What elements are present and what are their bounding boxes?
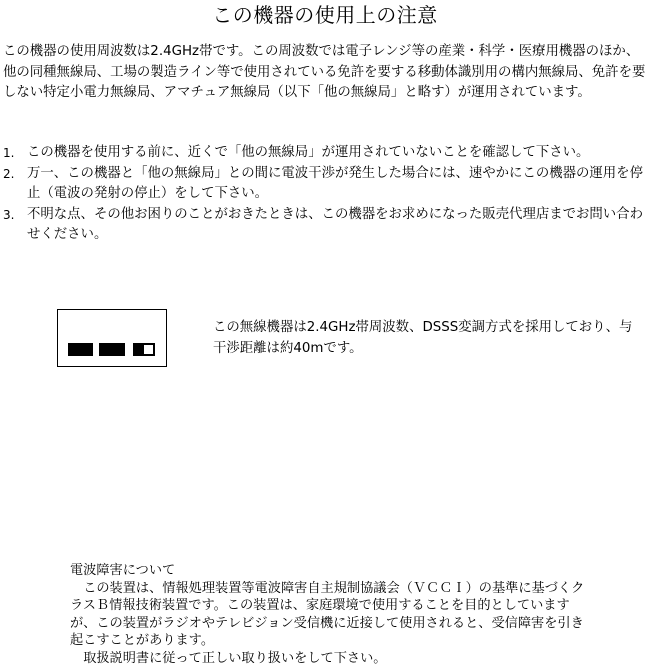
notice-item — [3, 143, 649, 164]
label-segment-partial — [133, 343, 155, 356]
notice-text: 不明な点、その他お困りのことがおきたときは、この機器をお求めになった販売代理店までお問い合わせください。 — [27, 206, 643, 242]
vcci-heading: 電波障害について — [70, 563, 176, 578]
notice-text: 万一、この機器と「他の無線局」との間に電波干渉が発生した場合には、速やかにこの機器の運用を停止（電波の発射の停止）をして下さい。 — [27, 165, 643, 201]
intro-paragraph: この機器の使用周波数は2.4GHz帯です。この周波数では電子レンジ等の産業・科学・医療用機器のほか、他の同種無線局、工場の製造ライン等で使用されている免許を要する移動体識別用の構内無線局、免許を要しない特定小電力無線局、アマチュア無線局（以下「他の無線局」と略す）が運用されています。 — [3, 44, 646, 100]
notice-number: 1. — [3, 146, 15, 160]
vcci-paragraph: 取扱説明書に従って正しい取り扱いをして下さい。 — [83, 650, 387, 666]
label-segment-filled — [68, 343, 93, 356]
frequency-label-box — [57, 309, 167, 367]
notice-list — [3, 143, 649, 246]
notice-item — [3, 205, 649, 246]
vcci-section — [70, 562, 590, 668]
notice-item — [3, 164, 649, 205]
label-segment-filled — [99, 343, 125, 356]
label-description: この無線機器は2.4GHz帯周波数、DSSS変調方式を採用しており、与干渉距離は約40mです。 — [213, 320, 633, 356]
vcci-paragraph: この装置は、情報処理装置等電波障害自主規制協議会（ＶＣＣＩ）の基準に基づくクラスＢ情報技術装置です。この装置は、家庭環境で使用することを目的としていますが、この装置がラジオやテレビジョン受信機に近接して使用されると、受信障害を引き起こすことがあります。 — [70, 580, 585, 649]
notice-number: 3. — [3, 207, 15, 222]
notice-text: この機器を使用する前に、近くで「他の無線局」が運用されていないことを確認して下さい。 — [27, 145, 590, 160]
page-title: この機器の使用上の注意 — [212, 3, 438, 27]
notice-number: 2. — [3, 166, 15, 181]
